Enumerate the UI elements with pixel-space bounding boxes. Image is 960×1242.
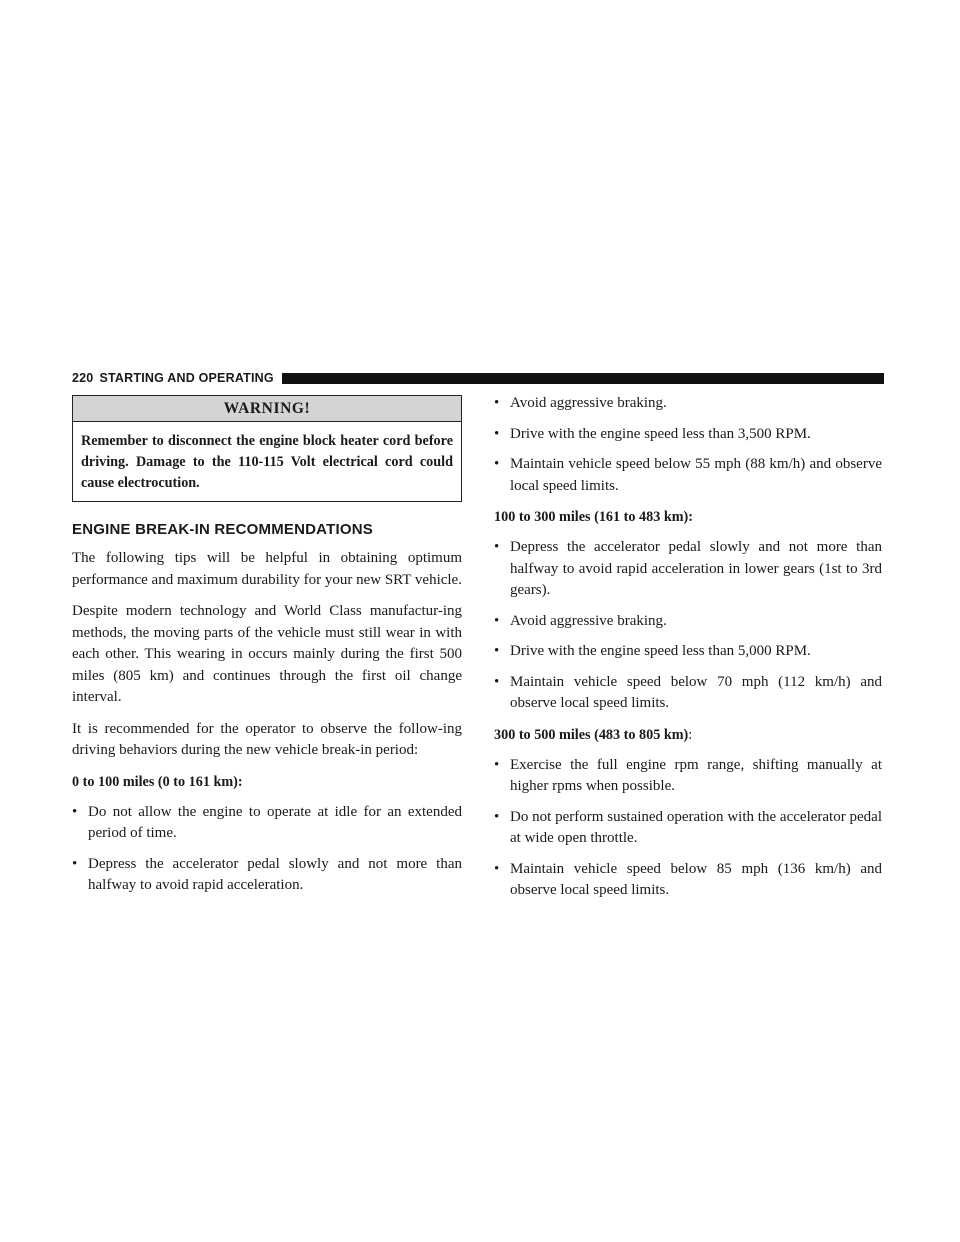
bullet-icon: • xyxy=(494,425,500,442)
paragraph: The following tips will be helpful in obtaining optimum performance and maximum durability for your new SRT vehicle. xyxy=(72,550,462,588)
section-title: STARTING AND OPERATING xyxy=(99,371,274,385)
section-heading: ENGINE BREAK-IN RECOMMENDATIONS xyxy=(72,521,373,538)
subheading-100-300: 100 to 300 miles (161 to 483 km): xyxy=(494,509,693,525)
subheading-0-100: 0 to 100 miles (0 to 161 km): xyxy=(72,773,243,790)
bullet-list xyxy=(494,393,882,497)
bullet-list xyxy=(494,755,882,902)
bullet-icon: • xyxy=(494,860,500,877)
list-item: • Avoid aggressive braking. xyxy=(494,611,882,633)
list-item: • Drive with the engine speed less than 5,000 RPM. xyxy=(494,641,882,663)
bullet-icon: • xyxy=(72,803,78,820)
bullet-list xyxy=(72,802,462,897)
warning-title: WARNING! xyxy=(73,396,461,422)
bullet-icon: • xyxy=(494,539,500,555)
bullet-icon: • xyxy=(494,673,500,690)
list-item: • Maintain vehicle speed below 55 mph (88 km/h) and observe local speed limits. xyxy=(494,456,882,494)
list-item: • Exercise the full engine rpm range, shifting manually at higher rpms when possible. xyxy=(494,756,882,794)
list-item: • Do not perform sustained operation with the accelerator pedal at wide open throttle. xyxy=(494,808,882,846)
bullet-icon: • xyxy=(494,395,500,411)
paragraph: It is recommended for the operator to observe the follow-ing driving behaviors during the new vehicle break-in period: xyxy=(72,720,462,758)
bullet-list xyxy=(494,537,882,715)
bullet-icon: • xyxy=(494,808,500,825)
bullet-icon: • xyxy=(72,855,78,872)
subheading-300-500: 300 to 500 miles (483 to 805 km): xyxy=(494,726,693,743)
list-item: • Depress the accelerator pedal slowly and not more than halfway to avoid rapid acceleration in lower gears (1st to 3rd gears). xyxy=(494,539,882,598)
bullet-icon: • xyxy=(494,643,500,659)
list-item: • Maintain vehicle speed below 70 mph (112 km/h) and observe local speed limits. xyxy=(494,673,882,711)
page-header xyxy=(72,370,884,386)
bullet-icon: • xyxy=(494,612,500,629)
header-rule xyxy=(282,373,884,384)
left-column xyxy=(72,395,462,907)
page-number: 220 xyxy=(72,371,94,385)
bullet-icon: • xyxy=(494,756,500,773)
list-item: • Drive with the engine speed less than 3,500 RPM. xyxy=(494,424,882,446)
list-item: • Do not allow the engine to operate at idle for an extended period of time. xyxy=(72,803,462,841)
list-item: • Avoid aggressive braking. xyxy=(494,393,882,415)
right-column xyxy=(494,393,882,912)
warning-text: Remember to disconnect the engine block heater cord before driving. Damage to the 110-115 Volt electrical cord could cause electrocution. xyxy=(81,433,453,491)
warning-box xyxy=(72,395,462,502)
bullet-icon: • xyxy=(494,456,500,472)
list-item: • Depress the accelerator pedal slowly and not more than halfway to avoid rapid acceleration. xyxy=(72,855,462,893)
paragraph: Despite modern technology and World Class manufactur-ing methods, the moving parts of the vehicle must still wear in with each other. This wearing in occurs mainly during the first 500 miles (805 km) and continues through the first oil change interval. xyxy=(72,603,462,705)
list-item: • Maintain vehicle speed below 85 mph (136 km/h) and observe local speed limits. xyxy=(494,860,882,898)
